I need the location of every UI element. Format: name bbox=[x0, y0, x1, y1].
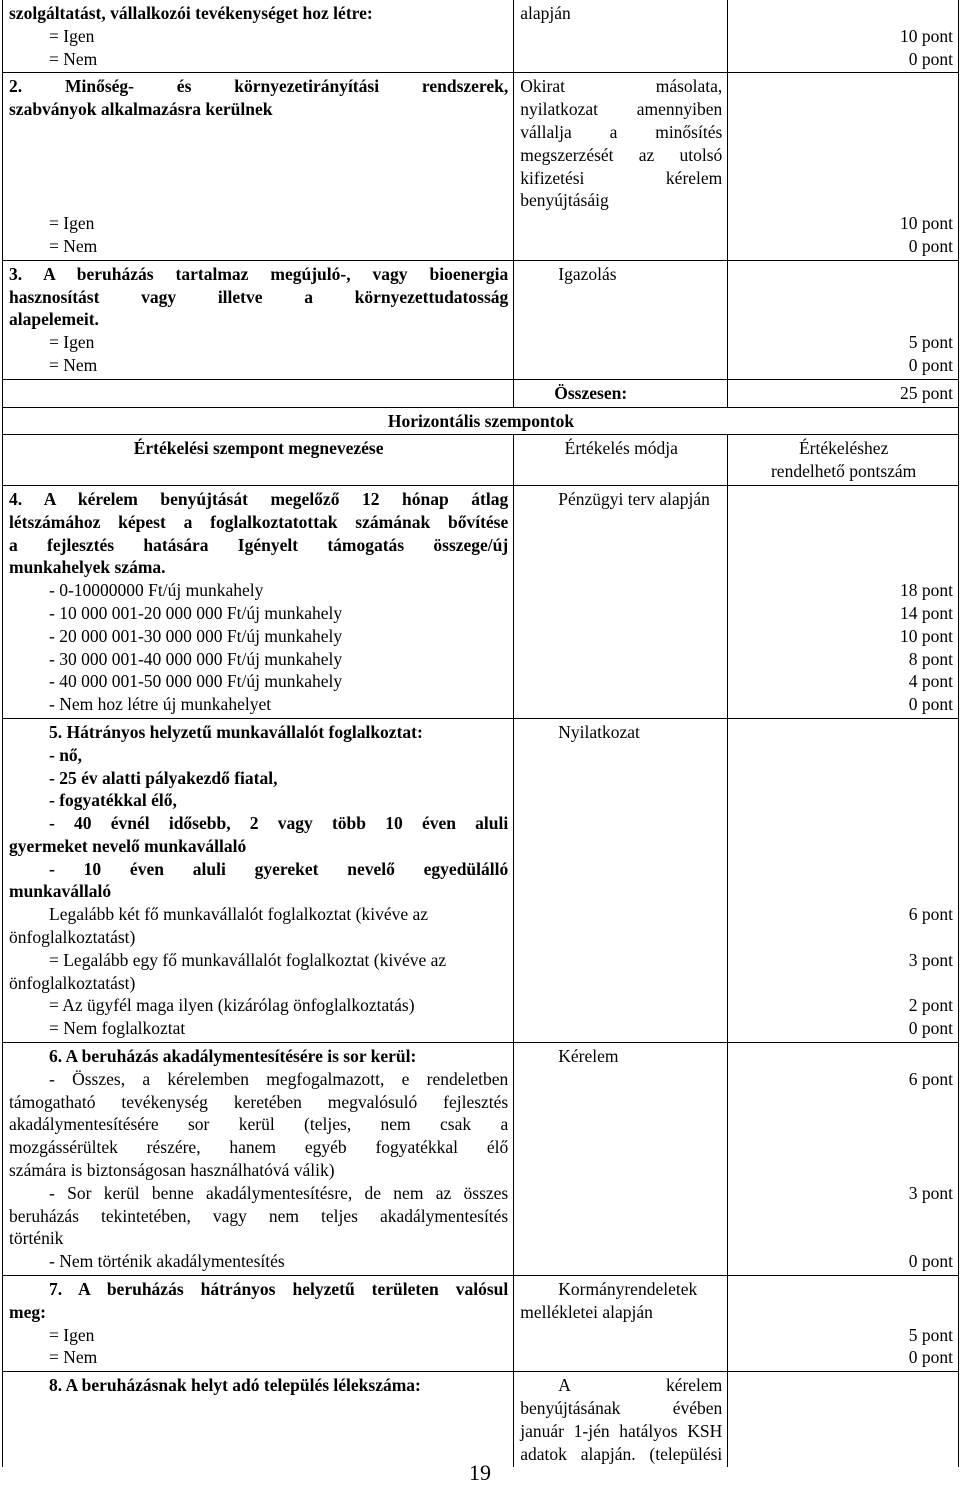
option-label-cont: önfoglalkoztatást) bbox=[9, 927, 136, 948]
option-label-cont: történik bbox=[9, 1228, 64, 1249]
method-line: megszerzését az utolsó bbox=[520, 144, 723, 165]
method-text: Nyilatkozat bbox=[558, 721, 640, 742]
option-score: 6 pont bbox=[908, 1068, 953, 1089]
section-row bbox=[3, 407, 959, 435]
option-label: - Nem történik akadálymentesítés bbox=[49, 1251, 285, 1272]
criterion-title: 3. A beruházás tartalmaz megújuló-, vagy bioenergia bbox=[9, 263, 509, 284]
option-label: = Legalább egy fő munkavállalót foglalkoztat (kivéve az bbox=[49, 949, 447, 970]
method-cell bbox=[514, 1043, 728, 1276]
option-label: - Nem hoz létre új munkahelyet bbox=[49, 694, 272, 715]
header-row bbox=[3, 435, 959, 486]
score-yes: 5 pont bbox=[908, 332, 953, 353]
method-cell bbox=[514, 1276, 728, 1372]
option-label: Legalább két fő munkavállalót foglalkoztat (kivéve az bbox=[49, 904, 429, 925]
table-row bbox=[3, 260, 959, 379]
score-no: 0 pont bbox=[908, 235, 953, 256]
header-criterion: Értékelési szempont megnevezése bbox=[3, 435, 514, 486]
option-label-cont: támogatható tevékenység keretében megvalósuló fejlesztés bbox=[9, 1091, 509, 1112]
criterion-cell bbox=[3, 1276, 514, 1372]
criterion-title-cont: munkahelyek száma. bbox=[9, 557, 166, 578]
header-method: Értékelés módja bbox=[514, 435, 728, 486]
option-score: 2 pont bbox=[908, 995, 953, 1016]
criterion-title: 4. A kérelem benyújtását megelőző 12 hónap átlag bbox=[9, 488, 509, 509]
method-cell bbox=[514, 485, 728, 718]
score-cell bbox=[728, 1043, 959, 1276]
table-row bbox=[3, 0, 959, 73]
option-label: = Az ügyfél maga ilyen (kizárólag önfoglalkoztatás) bbox=[49, 995, 415, 1016]
method-line: A kérelem bbox=[558, 1375, 723, 1396]
method-line: Okirat másolata, bbox=[520, 76, 723, 97]
total-row bbox=[3, 379, 959, 407]
option-label: = Nem foglalkoztat bbox=[49, 1018, 186, 1039]
option-label: - 0-10000000 Ft/új munkahely bbox=[49, 580, 264, 601]
score-cell bbox=[728, 1372, 959, 1468]
score-cell bbox=[728, 260, 959, 379]
option-label-cont: önfoglalkoztatást) bbox=[9, 972, 136, 993]
total-label: Összesen: bbox=[514, 379, 728, 407]
method-line: kifizetési kérelem bbox=[520, 167, 723, 188]
criterion-title-cont: alapelemeit. bbox=[9, 309, 99, 330]
option-label: - 40 000 001-50 000 000 Ft/új munkahely bbox=[49, 671, 343, 692]
option-score: 3 pont bbox=[908, 1182, 953, 1203]
score-cell bbox=[728, 0, 959, 73]
score-cell bbox=[728, 73, 959, 260]
option-label: - 10 000 001-20 000 000 Ft/új munkahely bbox=[49, 602, 343, 623]
option-score: 14 pont bbox=[900, 602, 953, 623]
group-item: - 10 éven aluli gyereket nevelő egyedülálló bbox=[49, 858, 509, 879]
option-yes: = Igen bbox=[49, 25, 95, 46]
option-no: = Nem bbox=[49, 1347, 98, 1368]
option-score: 3 pont bbox=[908, 949, 953, 970]
score-no: 0 pont bbox=[908, 48, 953, 69]
method-text-cont: mellékletei alapján bbox=[520, 1301, 653, 1322]
score-cell bbox=[728, 1276, 959, 1372]
method-text: Kormányrendeletek bbox=[558, 1279, 698, 1300]
group-item-cont: gyermeket nevelő munkavállaló bbox=[9, 835, 247, 856]
header-score: Értékeléshez rendelhető pontszám bbox=[728, 435, 959, 486]
method-text: alapján bbox=[520, 3, 571, 23]
score-yes: 10 pont bbox=[900, 25, 953, 46]
option-yes: = Igen bbox=[49, 332, 95, 353]
criterion-cell bbox=[3, 485, 514, 718]
option-label-cont: számára is biztonságosan használhatóvá válik) bbox=[9, 1160, 335, 1181]
option-score: 6 pont bbox=[908, 904, 953, 925]
option-label-cont: akadálymentesítésére sor kerül (teljes, nem csak a bbox=[9, 1114, 509, 1135]
method-line: benyújtásának évében bbox=[520, 1398, 723, 1419]
method-line: vállalja a minősítés bbox=[520, 121, 723, 142]
method-cell bbox=[514, 260, 728, 379]
criterion-cell bbox=[3, 1372, 514, 1468]
section-title: Horizontális szempontok bbox=[3, 407, 959, 435]
method-cell bbox=[514, 0, 728, 73]
method-text: Pénzügyi terv alapján bbox=[558, 488, 710, 509]
criterion-title: 2. Minőség- és környezetirányítási rendszerek, bbox=[9, 76, 509, 97]
evaluation-table bbox=[2, 0, 959, 1467]
group-item: - nő, bbox=[49, 744, 83, 765]
criterion-cell bbox=[3, 260, 514, 379]
method-line: nyilatkozat amennyiben bbox=[520, 99, 723, 120]
page-number: 19 bbox=[469, 1460, 491, 1485]
option-score: 0 pont bbox=[908, 694, 953, 715]
score-cell bbox=[728, 485, 959, 718]
method-line: január 1-jén hatályos KSH bbox=[520, 1420, 723, 1441]
criterion-title: 5. Hátrányos helyzetű munkavállalót foglalkoztat: bbox=[49, 721, 423, 742]
score-yes: 10 pont bbox=[900, 213, 953, 234]
criterion-cell bbox=[3, 0, 514, 73]
criterion-text: szolgáltatást, vállalkozói tevékenységet hoz létre: bbox=[9, 3, 373, 23]
score-cell bbox=[728, 718, 959, 1042]
method-text: Igazolás bbox=[558, 263, 617, 284]
criterion-title-cont: meg: bbox=[9, 1301, 46, 1322]
option-score: 10 pont bbox=[900, 625, 953, 646]
option-no: = Nem bbox=[49, 235, 98, 256]
criterion-title: 8. A beruházásnak helyt adó település lélekszáma: bbox=[49, 1375, 421, 1396]
option-label-cont: beruházás tekintetében, vagy nem teljes akadálymentesítés bbox=[9, 1205, 509, 1226]
option-label: - Sor kerül benne akadálymentesítésre, de nem az összes bbox=[49, 1182, 509, 1203]
table-row bbox=[3, 1372, 959, 1468]
method-text: Kérelem bbox=[558, 1046, 619, 1067]
option-label-cont: mozgássérültek részére, hanem egyéb fogyatékkal élő bbox=[9, 1137, 509, 1158]
method-line: benyújtásáig bbox=[520, 190, 609, 211]
criterion-title-cont: hasznosítást vagy illetve a környezettudatosság bbox=[9, 286, 509, 307]
table-row bbox=[3, 718, 959, 1042]
score-yes: 5 pont bbox=[908, 1324, 953, 1345]
group-item: - 25 év alatti pályakezdő fiatal, bbox=[49, 767, 278, 788]
criterion-cell bbox=[3, 73, 514, 260]
criterion-title-cont: a fejlesztés hatására Igényelt támogatás összege/új bbox=[9, 534, 509, 555]
table-row bbox=[3, 1043, 959, 1276]
score-no: 0 pont bbox=[908, 354, 953, 375]
criterion-title-cont: szabványok alkalmazásra kerülnek bbox=[9, 99, 273, 120]
table-row bbox=[3, 73, 959, 260]
criterion-title: 7. A beruházás hátrányos helyzetű területen valósul bbox=[49, 1279, 509, 1300]
method-cell bbox=[514, 718, 728, 1042]
option-no: = Nem bbox=[49, 48, 98, 69]
group-item: - fogyatékkal élő, bbox=[49, 790, 177, 811]
option-score: 18 pont bbox=[900, 580, 953, 601]
option-label: - 30 000 001-40 000 000 Ft/új munkahely bbox=[49, 648, 343, 669]
group-item: - 40 évnél idősebb, 2 vagy több 10 éven aluli bbox=[49, 813, 509, 834]
criterion-cell bbox=[3, 718, 514, 1042]
table-row bbox=[3, 1276, 959, 1372]
option-score: 0 pont bbox=[908, 1018, 953, 1039]
option-score: 0 pont bbox=[908, 1251, 953, 1272]
criterion-title-cont: létszámához képest a foglalkoztatottak számának bővítése bbox=[9, 511, 509, 532]
criterion-title: 6. A beruházás akadálymentesítésére is sor kerül: bbox=[49, 1046, 417, 1067]
option-yes: = Igen bbox=[49, 213, 95, 234]
option-label: - Összes, a kérelemben megfogalmazott, e rendeletben bbox=[49, 1068, 509, 1089]
criterion-cell bbox=[3, 1043, 514, 1276]
group-item-cont: munkavállaló bbox=[9, 881, 112, 902]
score-no: 0 pont bbox=[908, 1347, 953, 1368]
method-line: adatok alapján. (települési bbox=[520, 1443, 723, 1464]
option-score: 4 pont bbox=[908, 671, 953, 692]
option-score: 8 pont bbox=[908, 648, 953, 669]
option-no: = Nem bbox=[49, 354, 98, 375]
option-label: - 20 000 001-30 000 000 Ft/új munkahely bbox=[49, 625, 343, 646]
total-score: 25 pont bbox=[728, 379, 959, 407]
method-cell bbox=[514, 1372, 728, 1468]
table-row bbox=[3, 485, 959, 718]
option-yes: = Igen bbox=[49, 1324, 95, 1345]
method-cell bbox=[514, 73, 728, 260]
